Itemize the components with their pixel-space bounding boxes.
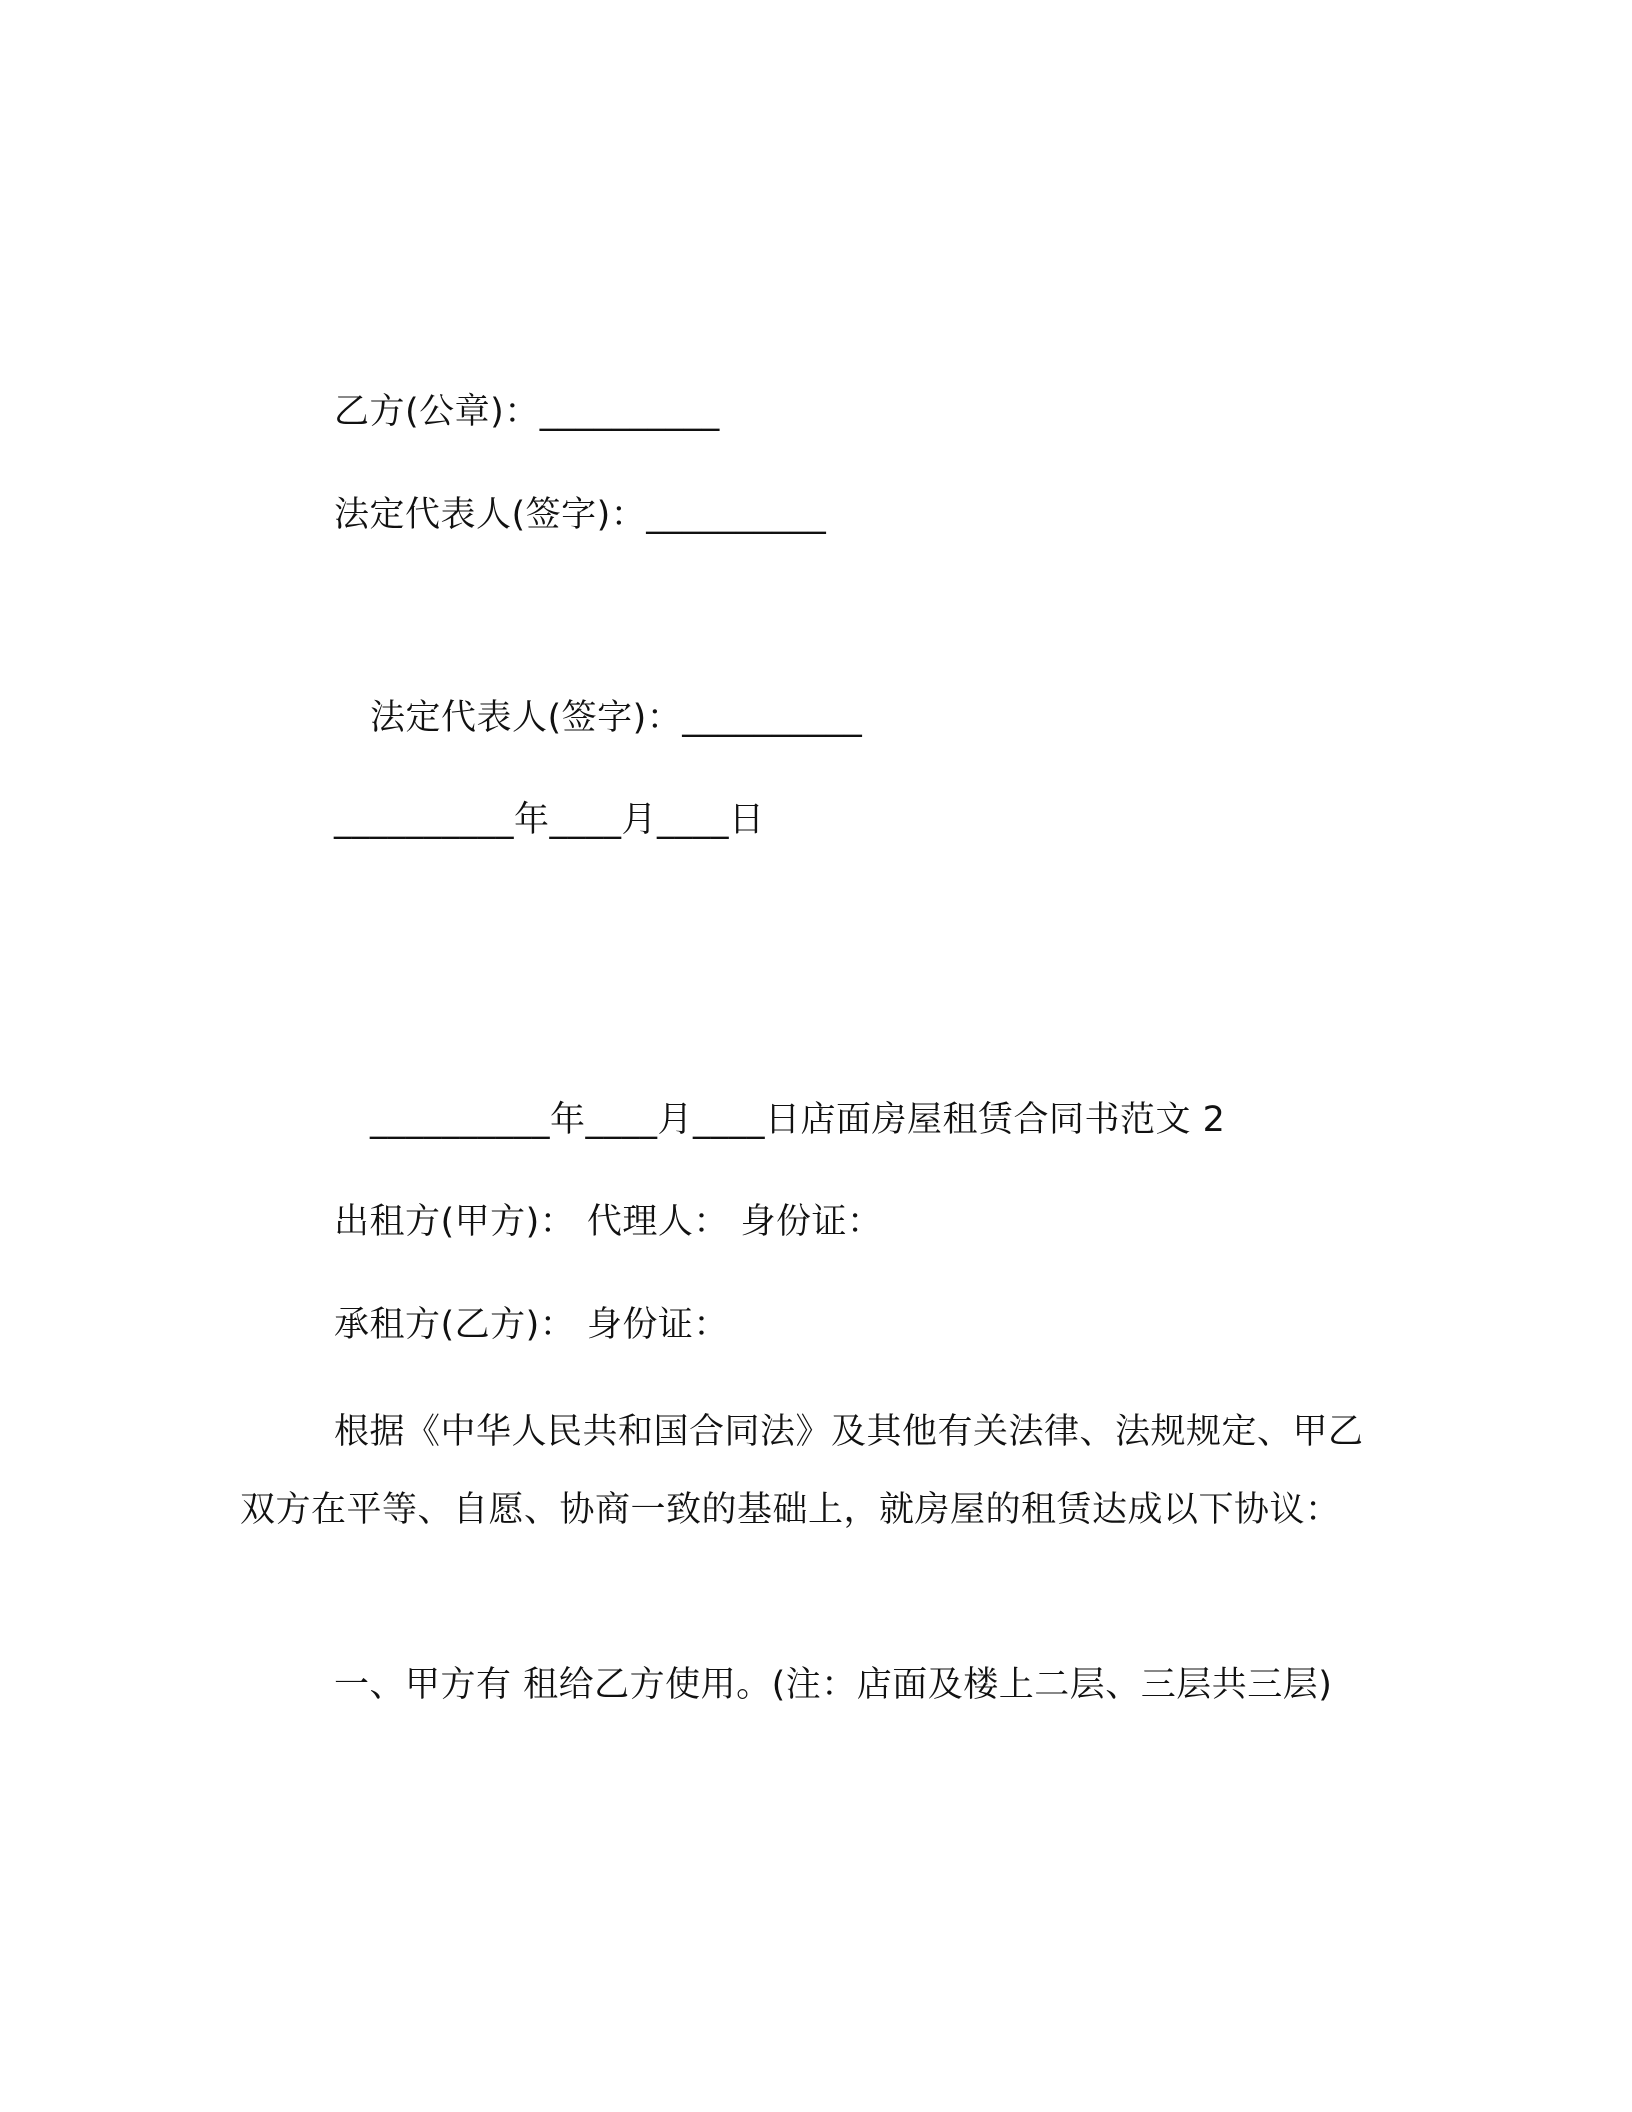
legal-representative-signature-line-2: 法定代表人(签字)：__________: [370, 698, 863, 738]
lessee-line: 承租方(乙方)： 身份证：: [334, 1305, 729, 1345]
lessor-line: 出租方(甲方)： 代理人： 身份证：: [334, 1202, 883, 1242]
preamble-paragraph: 根据《中华人民共和国合同法》及其他有关法律、法规规定、甲乙双方在平等、自愿、协商一致的基础上，就房屋的租赁达成以下协议：: [240, 1412, 1364, 1530]
party-b-seal-line: 乙方(公章)：__________: [334, 392, 720, 432]
date-line: __________年____月____日: [334, 800, 765, 840]
clause-one: 一、甲方有 租给乙方使用。(注：店面及楼上二层、三层共三层): [334, 1665, 1333, 1705]
legal-representative-signature-line: 法定代表人(签字)：__________: [334, 495, 827, 535]
contract-title: __________年____月____日店面房屋租赁合同书范文 2: [370, 1100, 1226, 1140]
